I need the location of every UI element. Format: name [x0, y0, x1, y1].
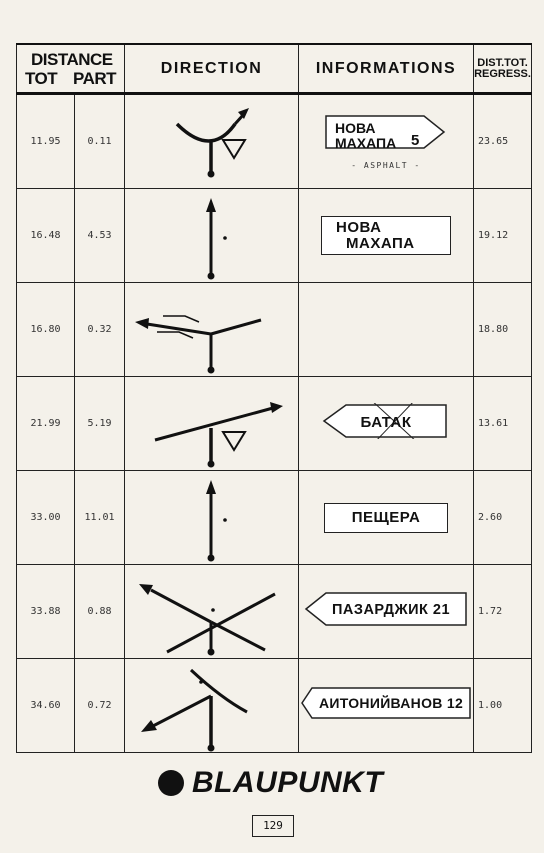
direction-diagram — [125, 377, 299, 471]
distance-tot: 33.00 — [17, 471, 75, 565]
sign-text: БАТАК — [360, 414, 412, 431]
direction-diagram — [125, 189, 299, 283]
distance-regress: 23.65 — [474, 94, 532, 189]
header-row — [17, 44, 532, 94]
distance-part: 5.19 — [75, 377, 125, 471]
direction-diagram — [125, 471, 299, 565]
distance-regress: 18.80 — [474, 283, 532, 377]
roadbook-table — [16, 43, 532, 753]
left-bridge-icon — [127, 284, 297, 376]
direction-diagram — [125, 283, 299, 377]
straight-arrow-icon — [127, 190, 297, 282]
table-row — [17, 659, 532, 753]
direction-diagram — [125, 659, 299, 753]
part-label: PART — [73, 68, 117, 88]
distance-part: 0.11 — [75, 94, 125, 189]
info-cell — [299, 377, 474, 471]
info-cell — [299, 565, 474, 659]
info-cell — [299, 659, 474, 753]
regress-label-1: DIST.TOT. — [477, 56, 528, 69]
sign-text: ПАЗАРДЖИК 21 — [331, 602, 451, 618]
distance-part: 4.53 — [75, 189, 125, 283]
table-row — [17, 377, 532, 471]
sign-text: НОВА — [335, 120, 376, 136]
brand-name: BLAUPUNKT — [192, 766, 384, 799]
distance-regress: 1.00 — [474, 659, 532, 753]
distance-part: 0.88 — [75, 565, 125, 659]
regress-label-2: REGRESS. — [474, 67, 531, 80]
distance-label: DISTANCE — [31, 49, 113, 69]
table-row — [17, 283, 532, 377]
distance-part: 11.01 — [75, 471, 125, 565]
brand-dot-icon — [158, 770, 184, 796]
brand-logo — [158, 766, 383, 800]
sign-number: 5 — [411, 132, 420, 149]
direction-header: DIRECTION — [125, 44, 299, 94]
page-number: 129 — [252, 815, 294, 837]
crossroad-left-icon — [127, 566, 297, 658]
distance-tot: 33.88 — [17, 565, 75, 659]
distance-tot: 16.48 — [17, 189, 75, 283]
sign-text: МАХАПА — [335, 134, 397, 151]
road-sign — [324, 503, 448, 533]
road-sign — [321, 216, 451, 256]
sign-text: НОВА — [336, 218, 382, 236]
informations-header: INFORMATIONS — [299, 44, 474, 94]
distance-regress: 13.61 — [474, 377, 532, 471]
distance-header — [17, 44, 125, 94]
direction-diagram — [125, 565, 299, 659]
distance-tot: 34.60 — [17, 659, 75, 753]
sign-text: МАХАПА — [346, 234, 415, 252]
info-cell — [299, 189, 474, 283]
sign-text: АИТОНИЙВАНОВ 12 — [318, 695, 464, 711]
table-row — [17, 565, 532, 659]
surface-note: - ASPHALT - — [351, 160, 421, 170]
direction-diagram — [125, 94, 299, 189]
distance-regress: 2.60 — [474, 471, 532, 565]
tot-label: TOT — [24, 68, 58, 88]
distance-tot: 11.95 — [17, 94, 75, 189]
distance-regress: 1.72 — [474, 565, 532, 659]
distance-part: 0.72 — [75, 659, 125, 753]
curve-left-junction-icon — [127, 660, 297, 752]
info-cell — [299, 471, 474, 565]
table-row — [17, 189, 532, 283]
regress-header — [474, 44, 532, 94]
straight-arrow-icon — [127, 472, 297, 564]
sign-text: ПЕЩЕРА — [351, 508, 421, 526]
info-cell — [299, 94, 474, 189]
road-crossing-right-icon — [127, 378, 297, 470]
distance-tot: 16.80 — [17, 283, 75, 377]
table-row — [17, 94, 532, 189]
distance-part: 0.32 — [75, 283, 125, 377]
table-row — [17, 471, 532, 565]
distance-tot: 21.99 — [17, 377, 75, 471]
fork-right-icon — [127, 96, 297, 188]
distance-regress: 19.12 — [474, 189, 532, 283]
info-cell — [299, 283, 474, 377]
